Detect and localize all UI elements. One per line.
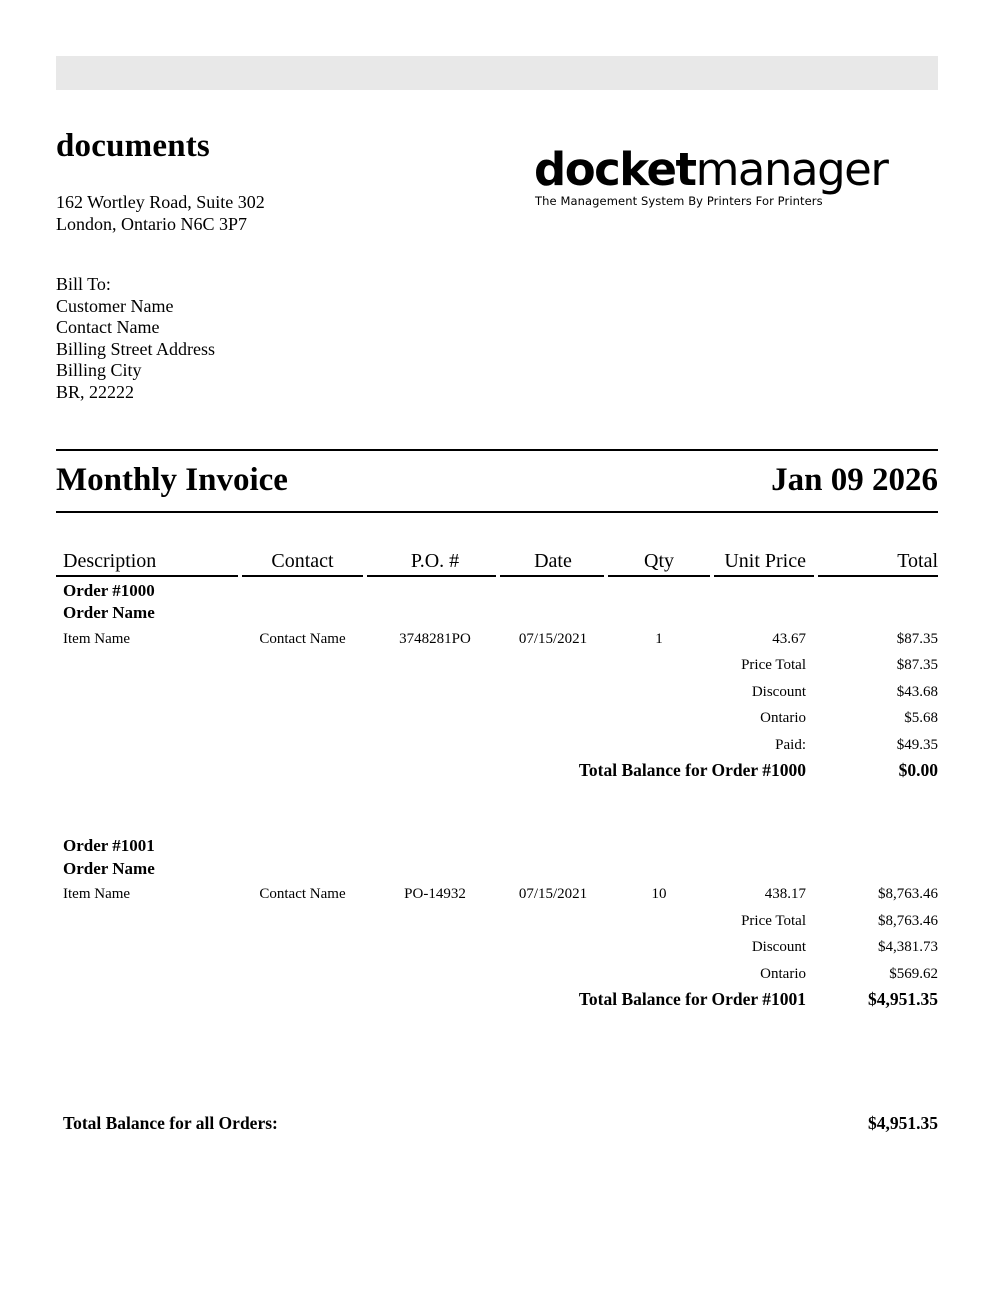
order-1001-summary-label: Ontario	[760, 966, 806, 982]
order-1000-balance-value: $0.00	[898, 760, 938, 780]
docketmanager-logo	[534, 143, 914, 214]
order-1000-summary-value: $5.68	[904, 710, 938, 726]
order-1001-summary-value: $569.62	[889, 966, 938, 982]
col-underline	[714, 575, 814, 577]
grand-total-value: $4,951.35	[868, 1113, 938, 1133]
col-underline	[367, 575, 496, 577]
order-1001-name: Order Name	[63, 859, 155, 878]
order-1000-summary-value: $43.68	[896, 684, 938, 700]
bill-to-city: Billing City	[56, 360, 142, 381]
bill-to-street: Billing Street Address	[56, 338, 215, 359]
order-1001-item-contact: Contact Name	[259, 886, 346, 902]
order-1001-summary-label: Discount	[751, 939, 806, 955]
company-address-line1: 162 Wortley Road, Suite 302	[56, 192, 265, 212]
col-header-contact: Contact	[271, 550, 334, 572]
order-1001-summary-value: $4,381.73	[878, 939, 938, 955]
order-1001-balance-value: $4,951.35	[868, 989, 938, 1009]
order-1000-summary-label: Paid:	[775, 737, 806, 753]
order-1000-item-qty: 1	[655, 631, 663, 647]
order-1001-number: Order #1001	[63, 836, 155, 855]
col-underline	[242, 575, 363, 577]
bill-to-contact: Contact Name	[56, 317, 160, 338]
col-underline	[818, 575, 938, 577]
bill-to-region-postal: BR, 22222	[56, 381, 135, 402]
logo-bold-text: docket	[534, 143, 696, 196]
order-1001-item-unit-price: 438.17	[764, 886, 806, 902]
col-header-date: Date	[534, 550, 572, 572]
divider-bottom	[56, 511, 938, 513]
col-underline	[608, 575, 710, 577]
col-header-unit-price: Unit Price	[724, 550, 806, 572]
divider-top	[56, 449, 938, 451]
order-1000-item-unit-price: 43.67	[772, 631, 806, 647]
order-1000-item-date: 07/15/2021	[518, 631, 588, 647]
order-1000-summary-value: $87.35	[896, 657, 938, 673]
order-1001-item-total: $8,763.46	[878, 886, 938, 902]
col-header-description: Description	[63, 550, 157, 572]
col-header-qty: Qty	[644, 550, 674, 572]
order-1000-summary-label: Price Total	[741, 657, 806, 673]
header-bar	[56, 56, 938, 90]
order-1001-balance-label: Total Balance for Order #1001	[578, 989, 806, 1009]
col-underline	[500, 575, 604, 577]
order-1001-item-qty: 10	[651, 886, 667, 902]
invoice-title: Monthly Invoice	[56, 462, 288, 498]
logo-light-text: manager	[695, 143, 888, 196]
bill-to-label: Bill To:	[56, 274, 111, 294]
order-1001-item-po: PO-14932	[404, 886, 466, 902]
order-1000-summary-label: Ontario	[760, 710, 806, 726]
order-1001-summary-label: Price Total	[741, 913, 806, 929]
grand-total-label: Total Balance for all Orders:	[63, 1113, 278, 1133]
order-1000-item-description: Item Name	[63, 631, 131, 647]
invoice-date: Jan 09 2026	[771, 462, 938, 498]
order-1000-item-contact: Contact Name	[259, 631, 346, 647]
col-header-po: P.O. #	[410, 550, 460, 572]
col-header-total: Total	[897, 550, 938, 572]
order-1001-summary-value: $8,763.46	[878, 913, 938, 929]
order-1000-balance-label: Total Balance for Order #1000	[578, 760, 806, 780]
order-1000-summary-label: Discount	[751, 684, 806, 700]
bill-to-block	[56, 274, 215, 404]
order-1000-item-total: $87.35	[896, 631, 938, 647]
logo-tagline: The Management System By Printers For Printers	[535, 194, 823, 208]
order-1000-name: Order Name	[63, 603, 155, 622]
col-underline	[56, 575, 238, 577]
bill-to-customer: Customer Name	[56, 295, 174, 316]
order-1000-item-po: 3748281PO	[399, 631, 471, 647]
company-name: documents	[56, 128, 210, 164]
order-1001-item-date: 07/15/2021	[518, 886, 588, 902]
order-1000-summary-value: $49.35	[896, 737, 938, 753]
company-address-line2: London, Ontario N6C 3P7	[56, 214, 247, 234]
order-1001-item-description: Item Name	[63, 886, 131, 902]
order-1000-number: Order #1000	[63, 581, 155, 600]
